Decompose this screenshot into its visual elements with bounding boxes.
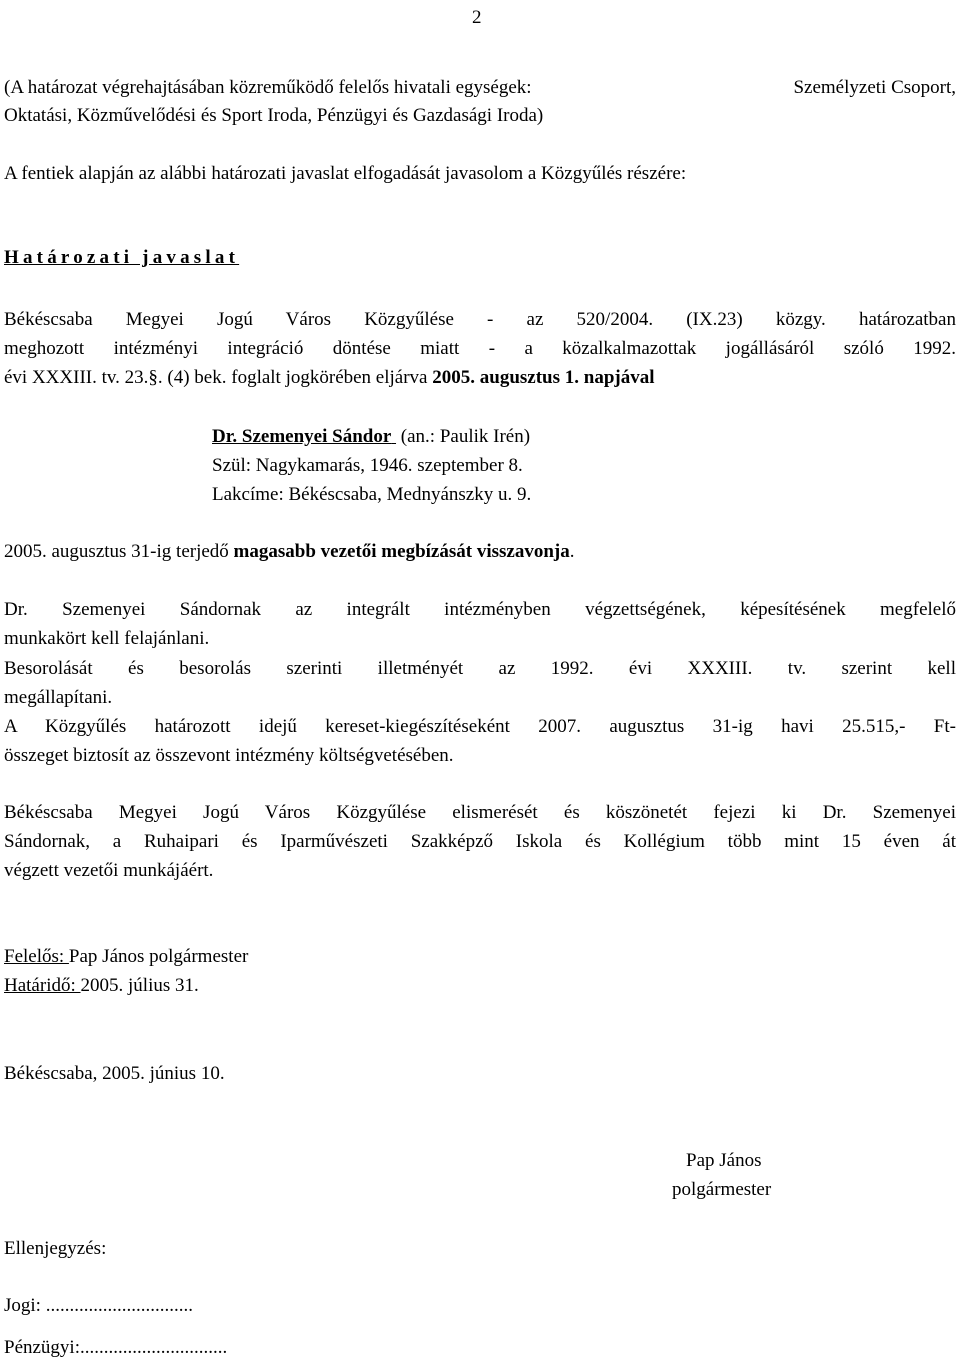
person-name: Dr. Szemenyei Sándor [212,426,392,447]
countersign-label: Ellenjegyzés: [4,1238,107,1259]
signature-name: Pap János [686,1150,762,1171]
person-birth: Szül: Nagykamarás, 1946. szeptember 8. [212,455,523,476]
person-address: Lakcíme: Békéscsaba, Mednyánszky u. 9. [212,484,532,505]
person-mother: (an.: Paulik Irén) [400,426,531,447]
thanks-line-3: végzett vezetői munkájáért. [4,860,214,881]
resolution-line-3 [4,364,655,392]
page-number: 2 [472,7,482,28]
intro-text: A fentiek alapján az alábbi határozati javaslat elfogadását javasolom a Közgyűlés részére: [4,163,687,184]
deadline-label: Határidő: [4,975,81,996]
countersign-legal: Jogi: ............................... [4,1295,193,1316]
responsible-units-line-2: Oktatási, Közművelődési és Sport Iroda, Pénzügyi és Gazdasági Iroda) [4,105,544,126]
countersign-financial: Pénzügyi:............................... [4,1337,228,1358]
offer-line-1: Dr. Szemenyei Sándornak az integrált intézményben végzettségének, képesítésének megfelelő [4,599,956,620]
name-underline-gap [391,426,396,447]
thanks-line-1: Békéscsaba Megyei Jogú Város Közgyűlése elismerését és köszönetét fejezi ki Dr. Szemenyei [4,802,956,823]
resolution-line-3-text: évi XXXIII. tv. 23.§. (4) bek. foglalt jogkörében eljárva [4,367,428,388]
place-date: Békéscsaba, 2005. június 10. [4,1063,225,1084]
person-name-line [212,422,530,451]
revocation-line [4,538,574,566]
resolution-date: 2005. augusztus 1. napjával [432,367,655,388]
classification-line-2: megállapítani. [4,687,113,708]
resolution-line-1: Békéscsaba Megyei Jogú Város Közgyűlése - az 520/2004. (IX.23) közgy. határozatban [4,309,956,330]
resolution-heading: Határozati javaslat [4,247,240,268]
responsible-value: Pap János polgármester [68,946,249,967]
responsible-line [4,943,248,971]
supplement-line-1: A Közgyűlés határozott idejű kereset-kiegészítéseként 2007. augusztus 31-ig havi 25.515,- Ft- [4,716,956,737]
responsible-units-line-1 [4,74,956,102]
offer-line-2: munkakört kell felajánlani. [4,628,210,649]
deadline-line [4,972,199,1000]
responsible-label: Felelős: [4,946,69,967]
responsible-units-left: (A határozat végrehajtásában közreműködő felelős hivatali egységek: [4,77,532,98]
deadline-value: 2005. július 31. [80,975,199,996]
thanks-line-2: Sándornak, a Ruhaipari és Iparművészeti Szakképző Iskola és Kollégium több mint 15 éven át [4,831,956,852]
revocation-bold: magasabb vezetői megbízását visszavonja [233,541,570,562]
supplement-line-2: összeget biztosít az összevont intézmény költségvetésében. [4,745,454,766]
signature-title: polgármester [672,1179,772,1200]
revocation-pre: 2005. augusztus 31-ig terjedő [4,541,229,562]
revocation-post: . [569,541,575,562]
resolution-line-2: meghozott intézményi integráció döntése miatt - a közalkalmazottak jogállásáról szóló 1992. [4,338,956,359]
responsible-units-right: Személyzeti Csoport, [793,77,956,98]
classification-line-1: Besorolását és besorolás szerinti illetményét az 1992. évi XXXIII. tv. szerint kell [4,658,956,679]
